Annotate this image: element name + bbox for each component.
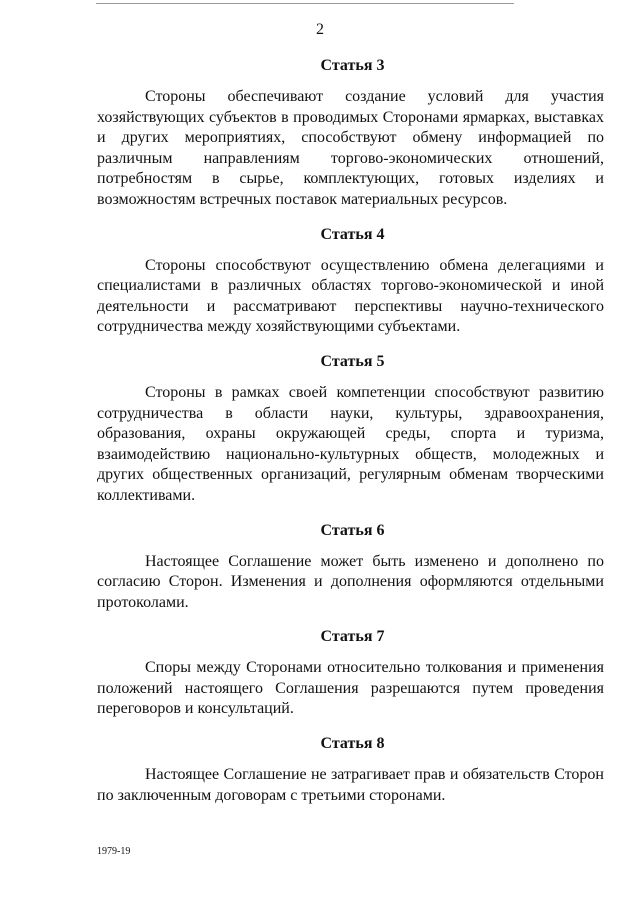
footer-document-code: 1979-19 (97, 846, 131, 857)
article-text: Стороны обеспечивают создание условий для участия хозяйствующих субъектов в проводимых Сторонами ярмарках, выставках и других мероприятиях, способствуют обмену информацией по различным направлениям торгово-экономических отношений, потребностям в сырье, комплектующих, готовых изделиях и возможностям встречных поставок материальных ресурсов. (97, 88, 604, 208)
document-body (97, 56, 604, 820)
article-heading: Статья 8 (320, 735, 385, 753)
article-heading: Статья 5 (320, 352, 385, 370)
article-5 (97, 352, 604, 507)
article-text: Стороны в рамках своей компетенции способствуют развитию сотрудничества в области науки, культуры, здравоохранения, образования, охраны окружающей среды, спорта и туризма, взаимодействию национально-культурных обществ, молодежных и других общественных организаций, регулярным обменам творческими коллективами. (97, 383, 604, 504)
article-3 (97, 56, 604, 211)
article-heading: Статья 6 (320, 521, 385, 539)
article-7 (97, 627, 604, 720)
article-4 (97, 225, 604, 338)
article-text: Настоящее Соглашение не затрагивает прав и обязательств Сторон по заключенным договорам с третьими сторонами. (97, 766, 604, 804)
article-heading: Статья 7 (320, 628, 385, 646)
page-number: 2 (316, 21, 324, 38)
article-8 (97, 734, 604, 806)
article-heading: Статья 4 (320, 225, 385, 243)
top-rule (96, 3, 514, 4)
article-text: Стороны способствуют осуществлению обмена делегациями и специалистами в различных областях торгово-экономической и иной деятельности и рассматривают перспективы научно-технического сотрудничества между хозяйствующими субъектами. (97, 256, 604, 336)
article-6 (97, 521, 604, 614)
article-heading: Статья 3 (320, 57, 385, 74)
article-text: Споры между Сторонами относительно толкования и применения положений настоящего Соглашения разрешаются путем проведения переговоров и консультаций. (97, 659, 604, 718)
article-text: Настоящее Соглашение может быть изменено и дополнено по согласию Сторон. Изменения и дополнения оформляются отдельными протоколами. (97, 552, 604, 611)
